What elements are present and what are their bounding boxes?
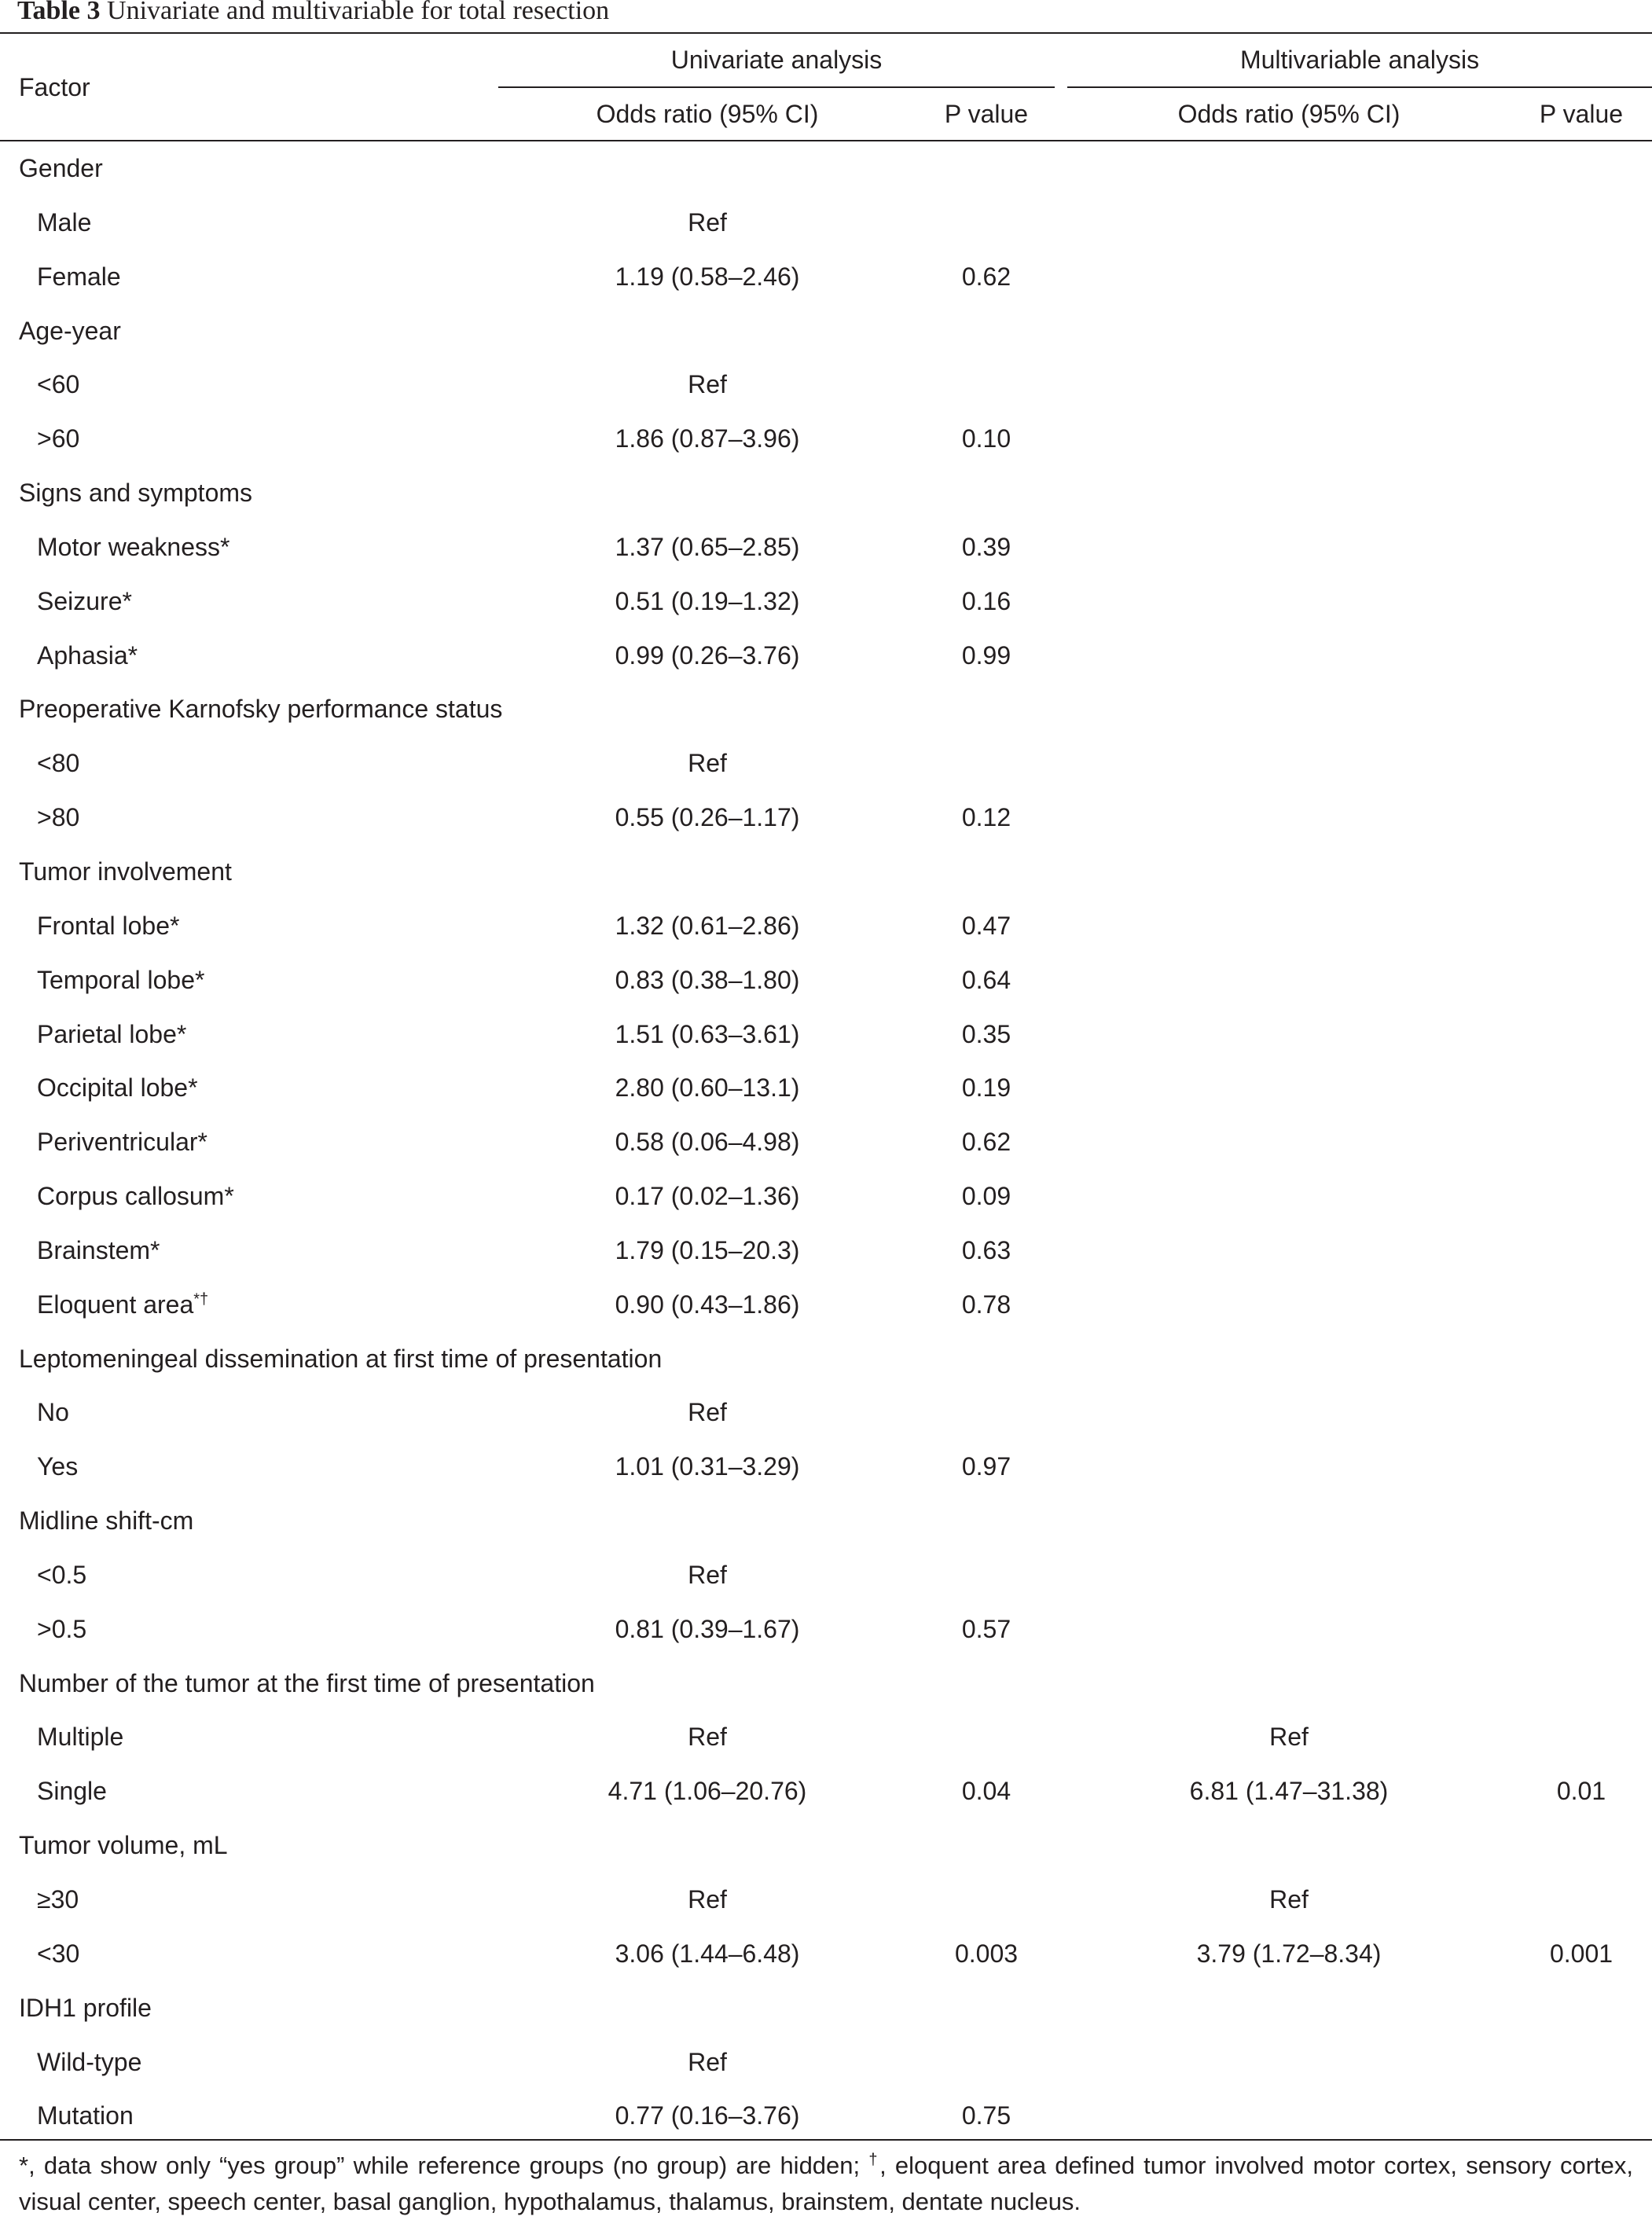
- cell-univariate-p-value: [908, 1180, 1065, 1212]
- cell-factor-text: Corpus callosum*: [37, 1182, 234, 1211]
- cell-multivariable-odds-ratio: [1132, 1775, 1446, 1807]
- cell-factor: [19, 152, 103, 184]
- cell-factor-text: Multiple: [37, 1723, 124, 1752]
- cell-factor-text: Age-year: [19, 316, 121, 345]
- cell-factor-text: Wild-type: [37, 2047, 142, 2076]
- column-header-multivariable-odds-ratio: Odds ratio (95% CI): [1177, 100, 1401, 128]
- top-rule: [0, 32, 1652, 34]
- cell-univariate-odds-ratio: [550, 531, 865, 563]
- cell-univariate-odds-ratio: [550, 1775, 865, 1807]
- cell-multivariable-odds-ratio-text: 3.79 (1.72–8.34): [1196, 1939, 1382, 1968]
- cell-factor: [37, 1559, 86, 1591]
- cell-univariate-p-value: [908, 2100, 1065, 2131]
- cell-univariate-p-value: [908, 910, 1065, 941]
- cell-univariate-odds-ratio-text: Ref: [688, 1885, 727, 1914]
- cell-factor: [37, 1235, 160, 1266]
- cell-univariate-odds-ratio-text: 0.51 (0.19–1.32): [615, 586, 800, 615]
- cell-factor: [19, 477, 252, 508]
- cell-factor: [37, 2100, 134, 2131]
- cell-univariate-odds-ratio-text: 1.37 (0.65–2.85): [615, 532, 800, 561]
- cell-multivariable-odds-ratio: [1132, 1938, 1446, 1969]
- cell-univariate-odds-ratio: [550, 1072, 865, 1103]
- table-row: [0, 964, 1652, 1018]
- table-group-row: [0, 1505, 1652, 1559]
- table-row: [0, 1559, 1652, 1613]
- table-row: [0, 1884, 1652, 1938]
- cell-univariate-odds-ratio-text: 4.71 (1.06–20.76): [608, 1777, 807, 1806]
- cell-univariate-odds-ratio-text: Ref: [688, 749, 727, 778]
- cell-univariate-p-value: [908, 1613, 1065, 1645]
- cell-factor-text: >80: [37, 803, 80, 832]
- table-row: [0, 1235, 1652, 1289]
- table-row: [0, 1938, 1652, 1992]
- cell-multivariable-odds-ratio-text: 6.81 (1.47–31.38): [1189, 1777, 1389, 1806]
- table-row: [0, 2100, 1652, 2154]
- cell-factor-text: Aphasia*: [37, 640, 138, 670]
- cell-factor-text: >0.5: [37, 1614, 87, 1643]
- cell-univariate-odds-ratio: [550, 1451, 865, 1482]
- cell-univariate-p-value-text: 0.57: [961, 1614, 1011, 1643]
- cell-univariate-p-value: [908, 585, 1065, 617]
- cell-multivariable-p-value-text: 0.01: [1556, 1777, 1606, 1806]
- table-row: [0, 1180, 1652, 1235]
- cell-univariate-odds-ratio-text: 1.01 (0.31–3.29): [615, 1452, 800, 1481]
- cell-univariate-odds-ratio: [550, 747, 865, 779]
- table-group-row: [0, 477, 1652, 531]
- cell-univariate-odds-ratio-text: 2.80 (0.60–13.1): [615, 1073, 800, 1103]
- cell-univariate-p-value: [908, 1289, 1065, 1320]
- cell-factor-text: Yes: [37, 1452, 79, 1481]
- table-body: [0, 152, 1652, 2154]
- cell-factor-text: Female: [37, 262, 121, 291]
- cell-univariate-p-value-text: 0.97: [961, 1452, 1011, 1481]
- cell-univariate-odds-ratio: [550, 1180, 865, 1212]
- table-group-row: [0, 152, 1652, 207]
- cell-factor-text: >60: [37, 424, 80, 453]
- bottom-rule: [0, 2139, 1652, 2141]
- cell-univariate-p-value-text: 0.62: [961, 1128, 1011, 1157]
- cell-univariate-odds-ratio-text: 1.19 (0.58–2.46): [615, 262, 800, 291]
- cell-univariate-odds-ratio: [550, 910, 865, 941]
- table-row: [0, 802, 1652, 856]
- cell-univariate-p-value-text: 0.62: [961, 262, 1011, 291]
- cell-univariate-p-value-text: 0.35: [961, 1019, 1011, 1048]
- cell-factor-text: No: [37, 1398, 69, 1427]
- cell-univariate-p-value: [908, 1938, 1065, 1969]
- table-caption-text: Univariate and multivariable for total resection: [107, 0, 610, 25]
- cell-multivariable-odds-ratio: [1132, 1884, 1446, 1915]
- cell-factor-text: Leptomeningeal dissemination at first time of presentation: [19, 1344, 663, 1373]
- cell-univariate-p-value: [908, 423, 1065, 454]
- table-row: [0, 1613, 1652, 1668]
- cell-factor-text: Brainstem*: [37, 1235, 160, 1264]
- cell-factor: [37, 1396, 69, 1428]
- cell-factor: [19, 1505, 193, 1536]
- cell-factor-text: Eloquent area: [37, 1290, 194, 1319]
- cell-univariate-odds-ratio-text: 0.99 (0.26–3.76): [615, 640, 800, 670]
- cell-univariate-odds-ratio-text: 1.86 (0.87–3.96): [615, 424, 800, 453]
- cell-univariate-p-value-text: 0.04: [961, 1777, 1011, 1806]
- cell-factor: [37, 640, 138, 671]
- cell-univariate-p-value: [908, 1451, 1065, 1482]
- cell-factor-text: Number of the tumor at the first time of presentation: [19, 1668, 595, 1697]
- cell-multivariable-p-value: [1503, 1775, 1652, 1807]
- table-row: [0, 640, 1652, 694]
- cell-univariate-p-value-text: 0.47: [961, 911, 1011, 940]
- cell-univariate-odds-ratio-text: Ref: [688, 1723, 727, 1752]
- table-row: [0, 1775, 1652, 1829]
- cell-univariate-odds-ratio-text: 0.77 (0.16–3.76): [615, 2101, 800, 2130]
- table-row: [0, 1721, 1652, 1775]
- table-row: [0, 423, 1652, 477]
- table-group-row: [0, 1343, 1652, 1397]
- table-row: [0, 1289, 1652, 1343]
- cell-factor-text: Periventricular*: [37, 1128, 207, 1157]
- cell-univariate-p-value-text: 0.19: [961, 1073, 1011, 1103]
- cell-factor-text: Temporal lobe*: [37, 965, 205, 994]
- cell-factor-text: IDH1 profile: [19, 1993, 152, 2022]
- table-group-row: [0, 856, 1652, 910]
- cell-factor: [37, 531, 229, 563]
- table-group-row: [0, 693, 1652, 747]
- table-row: [0, 369, 1652, 423]
- cell-factor-text: Tumor involvement: [19, 857, 232, 886]
- cell-factor-text: Signs and symptoms: [19, 479, 253, 508]
- cell-factor-text: Mutation: [37, 2101, 134, 2130]
- cell-factor-text: Male: [37, 207, 92, 237]
- table-row: [0, 1126, 1652, 1180]
- cell-univariate-p-value: [908, 1018, 1065, 1050]
- cell-factor: [37, 207, 91, 238]
- cell-univariate-odds-ratio-text: 1.51 (0.63–3.61): [615, 1019, 800, 1048]
- cell-factor-text: <30: [37, 1939, 80, 1968]
- cell-univariate-p-value-text: 0.12: [961, 803, 1011, 832]
- cell-univariate-odds-ratio-text: 1.79 (0.15–20.3): [615, 1235, 800, 1264]
- table-row: [0, 1451, 1652, 1505]
- cell-multivariable-odds-ratio-text: Ref: [1269, 1723, 1309, 1752]
- table-row: [0, 1396, 1652, 1451]
- cell-univariate-p-value-text: 0.78: [961, 1290, 1011, 1319]
- cell-univariate-p-value: [908, 1775, 1065, 1807]
- cell-univariate-odds-ratio: [550, 1884, 865, 1915]
- cell-factor-text: Single: [37, 1777, 107, 1806]
- cell-factor: [37, 2046, 141, 2078]
- cell-univariate-p-value-text: 0.99: [961, 640, 1011, 670]
- cell-univariate-odds-ratio-text: 0.17 (0.02–1.36): [615, 1182, 800, 1211]
- table-row: [0, 910, 1652, 964]
- cell-univariate-odds-ratio: [550, 369, 865, 400]
- cell-univariate-odds-ratio: [550, 1559, 865, 1591]
- cell-univariate-odds-ratio: [550, 1289, 865, 1320]
- cell-factor-text: Occipital lobe*: [37, 1073, 198, 1103]
- cell-univariate-odds-ratio: [550, 261, 865, 292]
- cell-factor: [37, 1884, 79, 1915]
- cell-factor-text: Motor weakness*: [37, 532, 230, 561]
- cell-univariate-p-value: [908, 802, 1065, 833]
- column-group-univariate: Univariate analysis: [670, 46, 883, 74]
- header-rule: [0, 140, 1652, 141]
- cell-factor: [19, 315, 121, 347]
- table-row: [0, 585, 1652, 640]
- cell-univariate-odds-ratio-text: 0.55 (0.26–1.17): [615, 803, 800, 832]
- cell-factor: [37, 1018, 186, 1050]
- cell-factor-text: Parietal lobe*: [37, 1019, 187, 1048]
- cell-univariate-odds-ratio-text: 0.58 (0.06–4.98): [615, 1128, 800, 1157]
- cell-univariate-odds-ratio-text: Ref: [688, 207, 727, 237]
- cell-univariate-odds-ratio: [550, 1396, 865, 1428]
- table-group-row: [0, 315, 1652, 369]
- table-row: [0, 747, 1652, 802]
- cell-factor-text: Preoperative Karnofsky performance status: [19, 695, 503, 724]
- cell-univariate-odds-ratio: [550, 1235, 865, 1266]
- cell-univariate-odds-ratio-text: Ref: [688, 1398, 727, 1427]
- cell-factor: [19, 856, 232, 887]
- table-caption-label: Table 3: [17, 0, 101, 25]
- cell-multivariable-p-value-text: 0.001: [1549, 1939, 1613, 1968]
- cell-factor-text: Gender: [19, 154, 103, 182]
- cell-univariate-p-value-text: 0.39: [961, 532, 1011, 561]
- table-row: [0, 1018, 1652, 1073]
- column-header-factor: Factor: [19, 73, 90, 101]
- cell-factor-text: Seizure*: [37, 586, 132, 615]
- cell-univariate-odds-ratio-text: Ref: [688, 1560, 727, 1589]
- cell-univariate-p-value-text: 0.63: [961, 1235, 1011, 1264]
- cell-factor: [37, 261, 121, 292]
- cell-factor: [37, 747, 79, 779]
- cell-univariate-odds-ratio: [550, 2100, 865, 2131]
- table-group-row: [0, 1829, 1652, 1884]
- cell-univariate-odds-ratio: [550, 964, 865, 996]
- cell-univariate-p-value: [908, 1126, 1065, 1158]
- footnote-mark: *†: [193, 1290, 209, 1308]
- cell-factor: [37, 369, 79, 400]
- cell-factor: [37, 802, 79, 833]
- cell-univariate-p-value-text: 0.16: [961, 586, 1011, 615]
- column-group-multivariable: Multivariable analysis: [1239, 46, 1480, 74]
- cell-univariate-odds-ratio: [550, 1018, 865, 1050]
- cell-univariate-p-value-text: 0.75: [961, 2101, 1011, 2130]
- cell-factor: [19, 1668, 595, 1699]
- cell-univariate-p-value-text: 0.10: [961, 424, 1011, 453]
- cell-factor-text: <80: [37, 749, 80, 778]
- cell-factor: [37, 910, 179, 941]
- cell-factor: [37, 1721, 123, 1752]
- cell-univariate-odds-ratio: [550, 585, 865, 617]
- cell-factor: [37, 1613, 86, 1645]
- table-group-row: [0, 1992, 1652, 2046]
- cell-factor-text: ≥30: [37, 1885, 79, 1914]
- cell-factor: [37, 1180, 234, 1212]
- cell-univariate-p-value-text: 0.003: [954, 1939, 1019, 1968]
- footnote-text-2: , eloquent area defined tumor involved motor cortex, sensory cortex, visual center, speech center, basal ganglion, hypothalamus, thalamus, brainstem, dentate nucleus.: [19, 2152, 1633, 2215]
- cell-factor: [37, 1126, 207, 1158]
- cell-factor: [37, 1938, 79, 1969]
- cell-univariate-odds-ratio-text: Ref: [688, 370, 727, 399]
- cell-univariate-odds-ratio-text: 0.90 (0.43–1.86): [615, 1290, 800, 1319]
- cell-univariate-p-value-text: 0.64: [961, 965, 1011, 994]
- cell-univariate-odds-ratio: [550, 423, 865, 454]
- cell-univariate-odds-ratio-text: Ref: [688, 2047, 727, 2076]
- multivariable-group-rule: [1067, 86, 1652, 88]
- cell-multivariable-odds-ratio-text: Ref: [1269, 1885, 1309, 1914]
- table-row: [0, 261, 1652, 315]
- table-group-row: [0, 1668, 1652, 1722]
- cell-factor: [19, 1992, 152, 2024]
- cell-univariate-p-value: [908, 1072, 1065, 1103]
- cell-factor: [37, 585, 132, 617]
- table-row: [0, 2046, 1652, 2101]
- cell-factor-text: Midline shift-cm: [19, 1506, 194, 1536]
- footnote-text-1: *, data show only “yes group” while reference groups (no group) are hidden;: [19, 2152, 869, 2179]
- cell-factor: [19, 1829, 228, 1861]
- cell-univariate-odds-ratio: [550, 2046, 865, 2078]
- cell-factor: [19, 693, 502, 725]
- cell-factor: [37, 423, 79, 454]
- table-footnote: [19, 2148, 1633, 2220]
- cell-univariate-p-value: [908, 261, 1065, 292]
- cell-factor: [37, 1289, 208, 1320]
- cell-univariate-odds-ratio: [550, 1613, 865, 1645]
- cell-univariate-odds-ratio: [550, 1126, 865, 1158]
- cell-univariate-odds-ratio: [550, 207, 865, 238]
- cell-factor: [19, 1343, 662, 1374]
- cell-univariate-p-value: [908, 1235, 1065, 1266]
- cell-factor-text: <60: [37, 370, 80, 399]
- cell-factor-text: Frontal lobe*: [37, 911, 180, 940]
- cell-univariate-p-value-text: 0.09: [961, 1182, 1011, 1211]
- table-row: [0, 1072, 1652, 1126]
- univariate-group-rule: [498, 86, 1055, 88]
- cell-factor-text: Tumor volume, mL: [19, 1831, 228, 1860]
- column-header-univariate-p-value: P value: [944, 100, 1029, 128]
- footnote-dagger: †: [868, 2151, 880, 2169]
- cell-univariate-p-value: [908, 964, 1065, 996]
- table-caption: [17, 0, 609, 27]
- table-row: [0, 531, 1652, 585]
- cell-factor-text: <0.5: [37, 1560, 87, 1589]
- column-header-univariate-odds-ratio: Odds ratio (95% CI): [596, 100, 819, 128]
- cell-univariate-odds-ratio-text: 0.81 (0.39–1.67): [615, 1614, 800, 1643]
- cell-univariate-odds-ratio: [550, 802, 865, 833]
- cell-univariate-odds-ratio: [550, 1721, 865, 1752]
- cell-multivariable-p-value: [1503, 1938, 1652, 1969]
- cell-univariate-p-value: [908, 640, 1065, 671]
- cell-univariate-odds-ratio-text: 1.32 (0.61–2.86): [615, 911, 800, 940]
- cell-univariate-p-value: [908, 531, 1065, 563]
- column-header-multivariable-p-value: P value: [1539, 100, 1624, 128]
- cell-factor: [37, 1775, 107, 1807]
- cell-univariate-odds-ratio-text: 3.06 (1.44–6.48): [615, 1939, 800, 1968]
- cell-univariate-odds-ratio: [550, 1938, 865, 1969]
- cell-univariate-odds-ratio: [550, 640, 865, 671]
- cell-multivariable-odds-ratio: [1132, 1721, 1446, 1752]
- cell-factor: [37, 1072, 198, 1103]
- cell-univariate-odds-ratio-text: 0.83 (0.38–1.80): [615, 965, 800, 994]
- table-row: [0, 207, 1652, 261]
- cell-factor: [37, 1451, 78, 1482]
- cell-factor: [37, 964, 204, 996]
